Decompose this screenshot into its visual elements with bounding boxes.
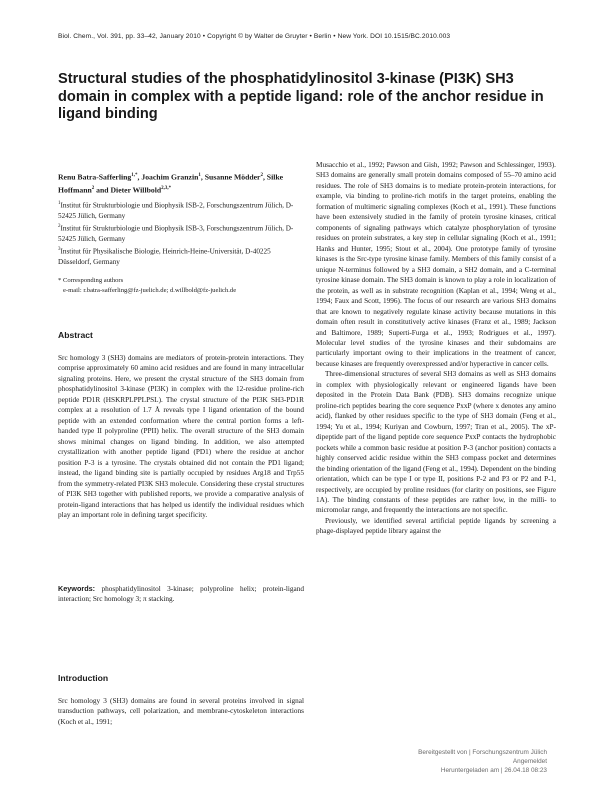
author-name: Renu Batra-Safferling <box>58 172 132 182</box>
introduction-heading: Introduction <box>58 673 109 683</box>
author-affiliation-marker: 2 <box>91 185 95 191</box>
affiliation-number: 2 <box>58 224 61 229</box>
footer-provider: Bereitgestellt von | Forschungszentrum Jülich <box>418 749 547 756</box>
download-footer <box>360 748 547 776</box>
author-separator: and <box>94 185 111 195</box>
article-title: Structural studies of the phosphatidylinositol 3-kinase (PI3K) SH3 domain in complex with a peptide ligand: role of the anchor residue in ligand binding <box>58 71 544 122</box>
author-list <box>58 170 304 195</box>
author-name: Susanne Mödder <box>204 172 261 182</box>
author-separator: , <box>262 172 267 182</box>
affiliation-text: Institut für Strukturbiologie und Biophysik ISB-2, Forschungszentrum Jülich, D-52425 Jülich, Germany <box>58 201 294 220</box>
abstract-heading: Abstract <box>58 330 93 340</box>
author-affiliation-marker <box>161 186 171 191</box>
footer-download-date: Heruntergeladen am | 26.04.18 08:23 <box>440 767 547 775</box>
affiliation-text: Institut für Physikalische Biologie, Heinrich-Heine-Universität, D-40225 Düsseldorf, Germany <box>58 247 271 266</box>
abstract-text: Src homology 3 (SH3) domains are mediators of protein-protein interactions. They comprise approximately 60 amino acid residues and are found in many intracellular signaling proteins. Here, we present the crystal structure of the SH3 domain from phosphatidylinositol 3-kinase (PI3K) in complex with the 12-residue proline-rich peptide PD1R (HSKRPLPPLPSL). The crystal structure of the PI3K SH3-PD1R complex at a resolution of 1.7 Å reveals type I ligand orientation of the bound peptide with an extended conformation where the central portion forms a left-handed type II polyproline (PPII) helix. The overall structure of the SH3 domain shows minimal changes on ligand binding. In addition, we also attempted crystallization with another peptide ligand (PD1) where the residue at anchor position P-3 is a tyrosine. The crystals obtained did not contain the PD1 ligand; instead, the ligand binding site is partially occupied by residues Arg18 and Trp55 from the symmetry-related PI3K SH3 molecule. Considering these crystal structures of PI3K SH3 together with published reports, we provide a comparative analysis of protein-ligand interactions that has helped us identify the individual residues which play an important role in defining target specificity. <box>58 354 304 520</box>
journal-citation-header: Biol. Chem., Vol. 391, pp. 33–42, January 2010 • Copyright © by Walter de Gruyter • Berlin • New York. DOI 10.1515/BC.2010.003 <box>58 33 451 40</box>
author-separator: , <box>137 172 142 182</box>
author-name: Joachim Granzin <box>141 172 199 182</box>
intro-paragraph-1: Musacchio et al., 1992; Pawson and Gish, 1992; Pawson and Schlessinger, 1993). SH3 domains are generally small protein domains composed of 55–70 amino acid residues. The role of SH3 domains is to mediate protein-protein interactions, for example, via binding to proline-rich motifs in the target proteins, enabling the formation of multimeric signaling complexes (Koch et al., 1991). These functions have been extensively studied in the family of protein tyrosine kinases, critical components of signaling pathways which catalyze phosphorylation of tyrosine residues on protein substrates, a key step in cellular signaling (Koch et al., 1991; Hanks and Hunter, 1995; Stout et al., 2004). One prototype family of tyrosine kinases is the Src-type tyrosine kinase family. Members of this family consist of a unique N-terminus followed by a SH3 domain, a SH2 domain, and a C-terminal tyrosine kinase domain. The SH3 domain is known to play a role in localization of the protein, as well as in substrate recognition (Kaplan et al., 1994; Weng et al., 1994; Faux and Scott, 1996). The focus of our research are various SH3 domains that are known to negatively regulate kinase activity because mutations in this domain often result in constitutively active kinases (Franz et al., 1989; Jackson and Baltimore, 1989; Superti-Furga et al., 1993; Rodrigues et al., 1997). Molecular level studies of the tyrosine kinases and their subdomains are particularly important owing to their implications in the treatment of cancer, because kinases are frequently overexpressed and/or hyperactive in cancer cells. <box>316 161 556 368</box>
author-name: Dieter Willbold <box>110 185 162 195</box>
corresponding-star: * <box>168 185 172 191</box>
affiliation-numbers: 2,3, <box>161 185 169 191</box>
footer-status: Angemeldet <box>512 758 547 766</box>
affiliation-number: 3 <box>58 247 61 252</box>
affiliation-1 <box>58 199 304 221</box>
keywords-list: phosphatidylinositol 3-kinase; polyproline helix; protein-ligand interaction; Src homology 3; π stacking. <box>58 585 305 604</box>
right-column-text <box>316 160 556 537</box>
author-affiliation-marker: 2 <box>260 173 263 178</box>
affiliation-2 <box>58 222 304 244</box>
author-separator: , <box>200 172 205 182</box>
author-name: Silke Hoffmann <box>58 172 284 195</box>
keywords <box>58 584 304 605</box>
author-affiliation-marker: 1,* <box>131 173 138 178</box>
intro-paragraph-3: Previously, we identified several artificial peptide ligands by screening a phage-displayed peptide library against the <box>316 516 556 536</box>
corresponding-email[interactable]: e-mail: r.batra-safferling@fz-juelich.de; d.willbold@fz-juelich.de <box>63 286 237 294</box>
corresponding-label: * Corresponding authors <box>58 277 124 284</box>
intro-paragraph-2: Three-dimensional structures of several SH3 domains as well as SH3 domains in complex with physiologically relevant or engineered ligands have been deposited in the Protein Data Bank (PDB). SH3 domains recognize unique proline-rich peptides bearing the core sequence PxxP (where x denotes any amino acid), flanked by other residues specific to the type of SH3 domain (Feng et al., 1994; Yu et al., 1994; Kuriyan and Cowburn, 1997; Tran et al., 2005). The xP-dipeptide part of the ligand peptide core sequence PxxP contacts the hydrophobic pockets while a common basic residue at position P-3 (anchor position) contacts a highly conserved acidic residue within the SH3 compass pocket and determines the binding orientation of the ligand (Feng et al., 1994). Dependent on the binding orientation, which can be type I or type II, positions P-2 and P3 or P2 and P-1, respectively, are occupied by proline residues (for clarity on positions, see Figure 1A). The binding constants of these peptides are rather low, in the milli- to micromolar range, and frequently the interactions are not specific. <box>316 370 556 515</box>
affiliation-number: 1 <box>58 201 61 206</box>
keywords-label: Keywords: <box>58 584 96 593</box>
affiliation-text: Institut für Strukturbiologie und Biophysik ISB-3, Forschungszentrum Jülich, D-52425 Jülich, Germany <box>58 224 294 243</box>
affiliation-3 <box>58 245 304 267</box>
corresponding-authors <box>58 276 308 295</box>
introduction-text: Src homology 3 (SH3) domains are found in several proteins involved in signal transduction pathways, cell polarization, and membrane-cytoskeleton interactions (Koch et al., 1991; <box>58 697 304 726</box>
author-affiliation-marker: 1 <box>198 173 201 178</box>
